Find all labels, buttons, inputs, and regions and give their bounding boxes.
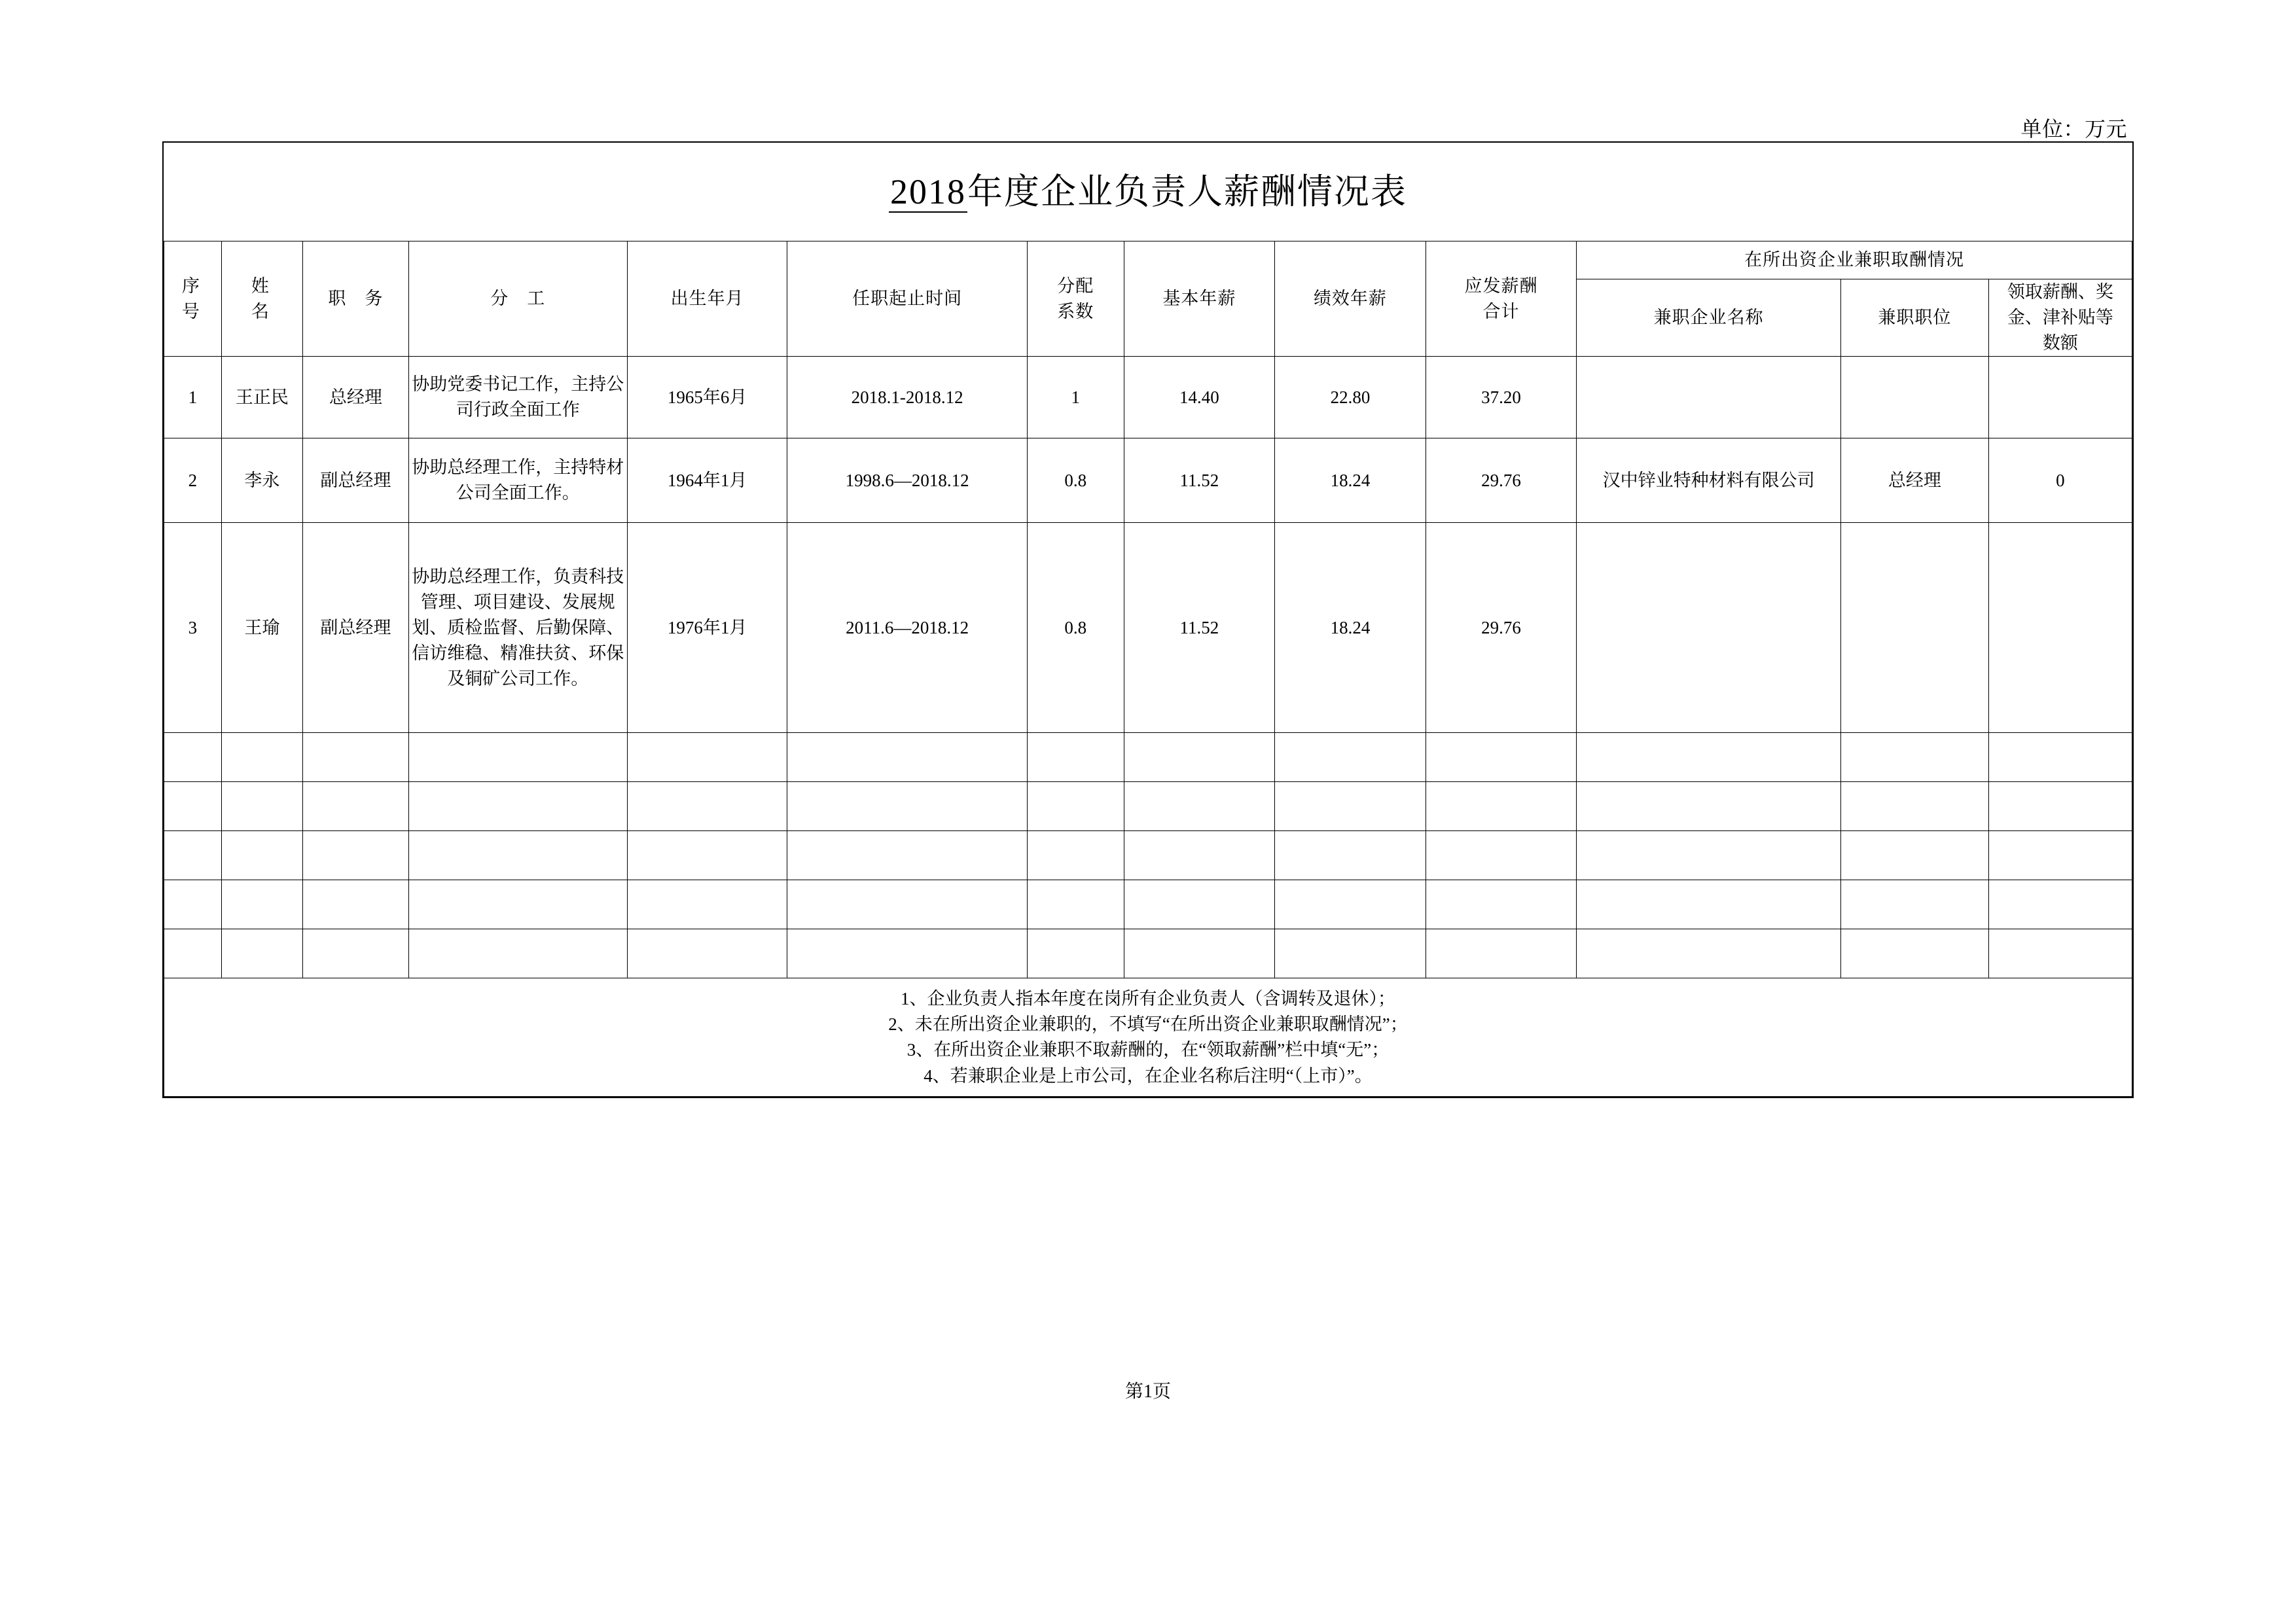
title-rest: 年度企业负责人薪酬情况表 xyxy=(967,171,1407,211)
col-header-payable-total xyxy=(1426,241,1577,357)
cell-seq xyxy=(164,880,222,929)
note-item: 4、若兼职企业是上市公司，在企业名称后注明“（上市）”。 xyxy=(924,1065,1372,1086)
cell-parttime-position xyxy=(1840,733,1988,782)
col-header-parttime-amount-line2: 金、津补贴等 xyxy=(2007,308,2113,328)
col-header-base-salary: 基本年薪 xyxy=(1124,241,1275,357)
header-row-1 xyxy=(164,241,2132,279)
notes-row xyxy=(164,978,2132,1097)
cell-term: 2018.1-2018.12 xyxy=(787,357,1028,438)
note-item: 2、未在所出资企业兼职的，不填写“在所出资企业兼职取酬情况”； xyxy=(888,1014,1408,1035)
cell-payable-total xyxy=(1426,831,1577,880)
cell-seq xyxy=(164,733,222,782)
cell-base-salary: 11.52 xyxy=(1124,438,1275,523)
cell-parttime-company xyxy=(1577,733,1841,782)
cell-parttime-company xyxy=(1577,929,1841,978)
salary-table-sheet xyxy=(162,141,2134,1098)
cell-work xyxy=(408,733,627,782)
cell-parttime-company xyxy=(1577,782,1841,831)
cell-birth xyxy=(627,929,787,978)
note-item: 3、在所出资企业兼职不取薪酬的，在“领取薪酬”栏中填“无”； xyxy=(906,1040,1390,1060)
cell-seq: 2 xyxy=(164,438,222,523)
cell-base-salary: 14.40 xyxy=(1124,357,1275,438)
cell-seq xyxy=(164,831,222,880)
cell-seq: 1 xyxy=(164,357,222,438)
cell-parttime-position xyxy=(1840,831,1988,880)
cell-position xyxy=(303,733,408,782)
cell-performance-salary xyxy=(1275,929,1426,978)
col-header-coefficient-line1: 分配 xyxy=(1057,276,1094,296)
col-header-performance-salary: 绩效年薪 xyxy=(1275,241,1426,357)
cell-performance-salary xyxy=(1275,782,1426,831)
cell-name xyxy=(221,929,303,978)
notes-cell xyxy=(164,978,2132,1097)
page-title xyxy=(889,166,1407,217)
cell-parttime-amount xyxy=(1988,733,2132,782)
cell-birth: 1976年1月 xyxy=(627,523,787,733)
col-header-parttime-group: 在所出资企业兼职取酬情况 xyxy=(1577,241,2132,279)
cell-parttime-position xyxy=(1840,880,1988,929)
cell-parttime-company xyxy=(1577,523,1841,733)
col-header-name: 姓 名 xyxy=(221,241,303,357)
cell-payable-total xyxy=(1426,929,1577,978)
cell-position: 副总经理 xyxy=(303,523,408,733)
cell-position xyxy=(303,880,408,929)
cell-term: 1998.6—2018.12 xyxy=(787,438,1028,523)
col-header-coefficient-line2: 系数 xyxy=(1057,301,1094,321)
cell-parttime-company: 汉中锌业特种材料有限公司 xyxy=(1577,438,1841,523)
cell-position: 副总经理 xyxy=(303,438,408,523)
table-row xyxy=(164,929,2132,978)
cell-parttime-company xyxy=(1577,357,1841,438)
cell-work: 协助党委书记工作，主持公司行政全面工作 xyxy=(408,357,627,438)
cell-performance-salary: 22.80 xyxy=(1275,357,1426,438)
cell-parttime-position: 总经理 xyxy=(1840,438,1988,523)
cell-parttime-amount xyxy=(1988,782,2132,831)
cell-performance-salary xyxy=(1275,831,1426,880)
cell-term xyxy=(787,733,1028,782)
unit-note: 单位：万元 xyxy=(2020,117,2127,141)
cell-parttime-amount xyxy=(1988,880,2132,929)
table-row xyxy=(164,438,2132,523)
cell-term xyxy=(787,782,1028,831)
cell-work: 协助总经理工作，主持特材公司全面工作。 xyxy=(408,438,627,523)
cell-performance-salary xyxy=(1275,880,1426,929)
cell-work: 协助总经理工作，负责科技管理、项目建设、发展规划、质检监督、后勤保障、信访维稳、精准扶贫、环保及铜矿公司工作。 xyxy=(408,523,627,733)
col-header-parttime-amount xyxy=(1988,279,2132,357)
cell-coefficient xyxy=(1027,929,1124,978)
col-header-work: 分 工 xyxy=(408,241,627,357)
cell-payable-total: 37.20 xyxy=(1426,357,1577,438)
cell-birth xyxy=(627,782,787,831)
col-header-coefficient xyxy=(1027,241,1124,357)
col-header-position: 职 务 xyxy=(303,241,408,357)
col-header-parttime-amount-line3: 数额 xyxy=(2042,333,2078,353)
cell-term: 2011.6—2018.12 xyxy=(787,523,1028,733)
col-header-payable-line1: 应发薪酬 xyxy=(1464,276,1538,296)
cell-name xyxy=(221,733,303,782)
cell-parttime-position xyxy=(1840,357,1988,438)
cell-coefficient xyxy=(1027,733,1124,782)
cell-base-salary xyxy=(1124,831,1275,880)
cell-parttime-amount xyxy=(1988,523,2132,733)
cell-parttime-amount xyxy=(1988,929,2132,978)
cell-parttime-company xyxy=(1577,831,1841,880)
table-row xyxy=(164,831,2132,880)
table-row xyxy=(164,782,2132,831)
cell-parttime-amount: 0 xyxy=(1988,438,2132,523)
cell-work xyxy=(408,782,627,831)
cell-base-salary xyxy=(1124,880,1275,929)
cell-base-salary xyxy=(1124,733,1275,782)
cell-performance-salary: 18.24 xyxy=(1275,438,1426,523)
cell-coefficient: 0.8 xyxy=(1027,438,1124,523)
col-header-term: 任职起止时间 xyxy=(787,241,1028,357)
col-header-payable-line2: 合计 xyxy=(1482,301,1520,321)
cell-parttime-company xyxy=(1577,880,1841,929)
col-header-seq: 序 号 xyxy=(164,241,222,357)
cell-base-salary xyxy=(1124,929,1275,978)
cell-position: 总经理 xyxy=(303,357,408,438)
cell-name: 王正民 xyxy=(221,357,303,438)
cell-seq xyxy=(164,782,222,831)
cell-payable-total: 29.76 xyxy=(1426,438,1577,523)
table-row xyxy=(164,880,2132,929)
cell-birth: 1965年6月 xyxy=(627,357,787,438)
cell-payable-total xyxy=(1426,782,1577,831)
col-header-birth: 出生年月 xyxy=(627,241,787,357)
title-row xyxy=(164,143,2132,241)
table-row xyxy=(164,357,2132,438)
cell-birth xyxy=(627,880,787,929)
cell-performance-salary: 18.24 xyxy=(1275,523,1426,733)
cell-base-salary: 11.52 xyxy=(1124,523,1275,733)
cell-position xyxy=(303,831,408,880)
cell-position xyxy=(303,929,408,978)
cell-work xyxy=(408,929,627,978)
cell-payable-total xyxy=(1426,733,1577,782)
cell-term xyxy=(787,831,1028,880)
cell-birth xyxy=(627,733,787,782)
cell-coefficient xyxy=(1027,782,1124,831)
cell-performance-salary xyxy=(1275,733,1426,782)
cell-coefficient: 0.8 xyxy=(1027,523,1124,733)
title-year: 2018 xyxy=(890,171,966,211)
cell-parttime-position xyxy=(1840,523,1988,733)
cell-seq: 3 xyxy=(164,523,222,733)
table-row xyxy=(164,523,2132,733)
cell-work xyxy=(408,880,627,929)
cell-coefficient: 1 xyxy=(1027,357,1124,438)
note-item: 1、企业负责人指本年度在岗所有企业负责人（含调转及退休）； xyxy=(901,989,1395,1009)
page-footer: 第1页 xyxy=(1124,1382,1171,1402)
cell-work xyxy=(408,831,627,880)
cell-name xyxy=(221,782,303,831)
cell-birth: 1964年1月 xyxy=(627,438,787,523)
cell-base-salary xyxy=(1124,782,1275,831)
cell-name: 李永 xyxy=(221,438,303,523)
cell-coefficient xyxy=(1027,880,1124,929)
col-header-parttime-company: 兼职企业名称 xyxy=(1577,279,1841,357)
cell-payable-total xyxy=(1426,880,1577,929)
cell-position xyxy=(303,782,408,831)
cell-name xyxy=(221,880,303,929)
cell-parttime-amount xyxy=(1988,357,2132,438)
cell-parttime-position xyxy=(1840,782,1988,831)
cell-name: 王瑜 xyxy=(221,523,303,733)
cell-parttime-amount xyxy=(1988,831,2132,880)
title-cell xyxy=(164,143,2132,241)
cell-birth xyxy=(627,831,787,880)
cell-name xyxy=(221,831,303,880)
cell-term xyxy=(787,929,1028,978)
col-header-parttime-position: 兼职职位 xyxy=(1840,279,1988,357)
table-row xyxy=(164,733,2132,782)
cell-parttime-position xyxy=(1840,929,1988,978)
cell-term xyxy=(787,880,1028,929)
cell-seq xyxy=(164,929,222,978)
cell-coefficient xyxy=(1027,831,1124,880)
col-header-parttime-amount-line1: 领取薪酬、奖 xyxy=(2007,282,2113,302)
salary-table xyxy=(164,143,2132,1097)
cell-payable-total: 29.76 xyxy=(1426,523,1577,733)
